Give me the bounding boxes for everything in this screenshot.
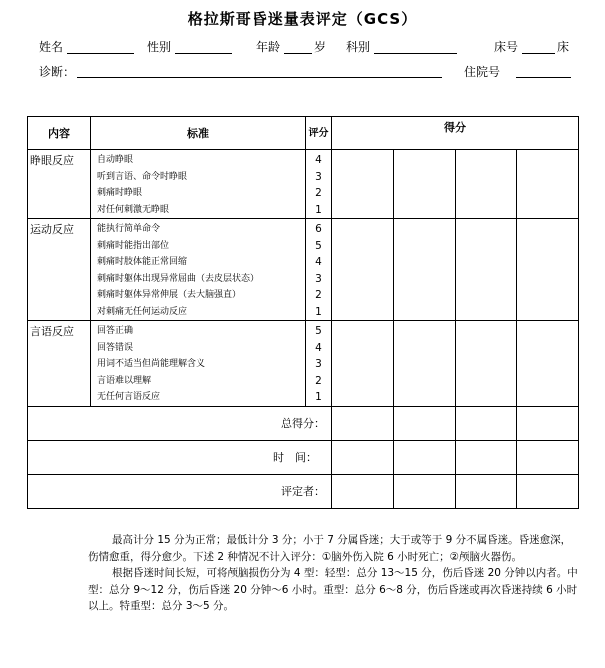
category-label: 睁眼反应 <box>28 150 91 219</box>
department-field[interactable] <box>374 53 457 54</box>
score-value: 4 <box>315 154 322 166</box>
time-cell[interactable] <box>517 440 579 474</box>
score-cell[interactable] <box>517 150 579 219</box>
time-row <box>28 440 579 474</box>
total-score-label: 总得分： <box>28 406 332 440</box>
category-label: 运动反应 <box>28 219 91 321</box>
score-cell[interactable] <box>517 321 579 407</box>
criterion-item: 刺痛时躯体出现异常屈曲（去皮层状态） <box>97 273 260 284</box>
score-value: 1 <box>315 203 322 216</box>
time-cell[interactable] <box>332 440 394 474</box>
inpatient-number-field[interactable] <box>516 77 571 78</box>
score-list <box>306 150 332 219</box>
criterion-item: 能执行简单命令 <box>97 224 161 234</box>
score-cell[interactable] <box>394 321 456 407</box>
score-value: 4 <box>315 341 322 354</box>
score-cell[interactable] <box>332 150 394 219</box>
criterion-item: 回答正确 <box>97 326 134 336</box>
department-label: 科别 <box>346 40 371 54</box>
header-content: 内容 <box>28 117 91 150</box>
score-value: 6 <box>315 223 322 235</box>
score-cell[interactable] <box>394 219 456 321</box>
assessor-label: 评定者： <box>28 474 332 508</box>
header-criteria: 标准 <box>91 117 306 150</box>
diagnosis-field[interactable] <box>77 77 442 78</box>
criterion-item: 自动睁眼 <box>97 155 134 165</box>
score-value: 1 <box>315 305 322 318</box>
score-cell[interactable] <box>456 150 517 219</box>
section-motor-response <box>28 219 579 321</box>
score-value: 4 <box>315 256 322 268</box>
gender-label: 性别 <box>147 40 172 54</box>
note-paragraph-classification: 根据昏迷时间长短，可将颅脑损伤分为 4 型：轻型：总分 13～15 分，伤后昏迷 20 分钟以内者。中型：总分 9～12 分，伤后昏迷 20 分钟～6 小时。重型：总分 6～8 分，伤后昏迷或再次昏迷持续 6 小时以上。特重型：总分 3～5 分。 <box>88 567 578 612</box>
assessor-row <box>28 474 579 508</box>
score-cell[interactable] <box>332 219 394 321</box>
assessor-cell[interactable] <box>394 474 456 508</box>
total-score-row <box>28 406 579 440</box>
scoring-notes <box>88 532 580 615</box>
time-label: 时 间： <box>28 440 332 474</box>
time-cell[interactable] <box>456 440 517 474</box>
score-value: 3 <box>315 272 322 285</box>
score-cell[interactable] <box>517 219 579 321</box>
bed-unit: 床 <box>557 40 570 54</box>
bed-label: 床号 <box>494 40 519 54</box>
gender-field[interactable] <box>175 53 232 54</box>
criterion-item: 对任何刺激无睁眼 <box>97 204 170 215</box>
score-value: 1 <box>315 391 322 403</box>
age-unit: 岁 <box>314 40 327 54</box>
score-value: 2 <box>315 374 322 387</box>
inpatient-number-label: 住院号 <box>464 65 501 79</box>
criterion-item: 刺痛时能指出部位 <box>97 240 170 251</box>
criteria-list <box>91 219 306 321</box>
note-paragraph-scoring: 最高计分 15 分为正常；最低计分 3 分；小于 7 分属昏迷；大于或等于 9 分不属昏迷。昏迷愈深，伤情愈重，得分愈少。下述 2 种情况不计入评分：①脑外伤入院 6 小时死亡；②颅脑火器伤。 <box>88 534 572 563</box>
score-value: 5 <box>315 325 322 337</box>
header-points: 得分 <box>332 117 579 150</box>
section-eye-opening <box>28 150 579 219</box>
criteria-list <box>91 321 306 407</box>
criterion-item: 刺痛时肢体能正常回缩 <box>97 257 188 267</box>
score-list <box>306 219 332 321</box>
age-field[interactable] <box>284 53 312 54</box>
score-value: 3 <box>315 358 322 370</box>
assessor-cell[interactable] <box>456 474 517 508</box>
criterion-item: 刺痛时睁眼 <box>97 188 143 198</box>
assessor-cell[interactable] <box>517 474 579 508</box>
total-score-cell[interactable] <box>517 406 579 440</box>
criterion-item: 刺痛时躯体异常伸展（去大脑强直） <box>97 290 242 300</box>
total-score-cell[interactable] <box>394 406 456 440</box>
score-cell[interactable] <box>394 150 456 219</box>
time-cell[interactable] <box>394 440 456 474</box>
score-list <box>306 321 332 407</box>
score-value: 2 <box>315 289 322 301</box>
assessor-cell[interactable] <box>332 474 394 508</box>
score-value: 3 <box>315 170 322 183</box>
gcs-table <box>27 116 579 509</box>
criterion-item: 回答错误 <box>97 342 134 353</box>
total-score-cell[interactable] <box>332 406 394 440</box>
age-label: 年龄 <box>256 40 281 54</box>
criterion-item: 言语难以理解 <box>97 375 152 386</box>
name-field[interactable] <box>67 53 134 54</box>
criterion-item: 对刺痛无任何运动反应 <box>97 306 188 317</box>
criterion-item: 无任何言语反应 <box>97 392 161 402</box>
score-cell[interactable] <box>456 321 517 407</box>
section-verbal-response <box>28 321 579 407</box>
diagnosis-label: 诊断： <box>39 65 76 79</box>
category-label: 言语反应 <box>28 321 91 407</box>
criteria-list <box>91 150 306 219</box>
bed-field[interactable] <box>522 53 555 54</box>
criterion-item: 听到言语、命令时睁眼 <box>97 171 188 182</box>
criterion-item: 用词不适当但尚能理解含义 <box>97 359 206 369</box>
total-score-cell[interactable] <box>456 406 517 440</box>
page-title: 格拉斯哥昏迷量表评定（GCS） <box>187 10 418 28</box>
name-label: 姓名 <box>39 40 64 54</box>
score-value: 2 <box>315 187 322 199</box>
header-score: 评分 <box>306 117 332 150</box>
score-cell[interactable] <box>456 219 517 321</box>
score-cell[interactable] <box>332 321 394 407</box>
score-value: 5 <box>315 239 322 252</box>
